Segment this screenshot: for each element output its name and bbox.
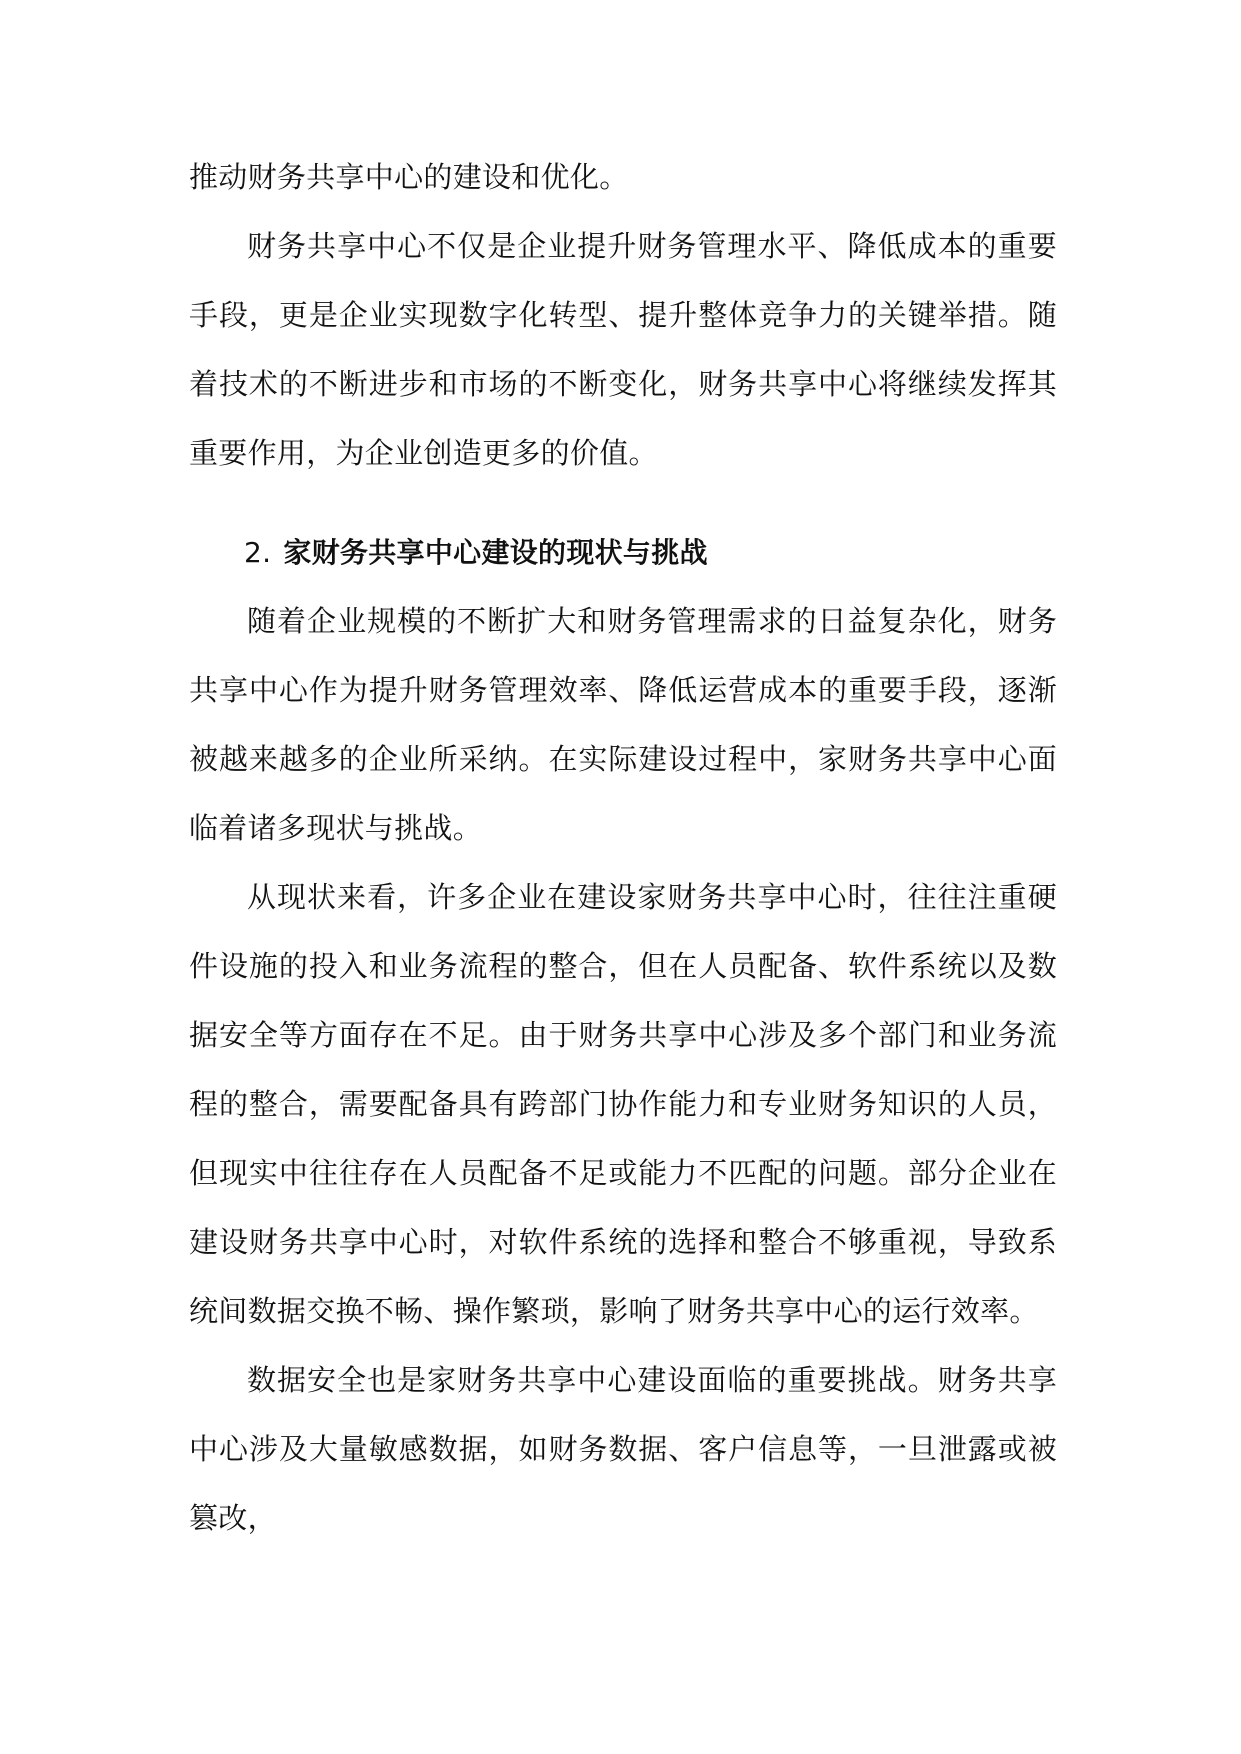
section-number: 2. [244, 536, 272, 569]
paragraph-summary: 财务共享中心不仅是企业提升财务管理水平、降低成本的重要手段，更是企业实现数字化转型、提升整体竞争力的关键举措。随着技术的不断进步和市场的不断变化，财务共享中心将继续发挥其重要作用，为企业创造更多的价值。 [189, 229, 1057, 470]
section-heading [189, 518, 1057, 587]
document-body [189, 143, 1057, 1553]
paragraph-status-detail: 从现状来看，许多企业在建设家财务共享中心时，往往注重硬件设施的投入和业务流程的整合，但在人员配备、软件系统以及数据安全等方面存在不足。由于财务共享中心涉及多个部门和业务流程的整合，需要配备具有跨部门协作能力和专业财务知识的人员，但现实中往往存在人员配备不足或能力不匹配的问题。部分企业在建设财务共享中心时，对软件系统的选择和整合不够重视，导致系统间数据交换不畅、操作繁琐，影响了财务共享中心的运行效率。 [189, 880, 1057, 1328]
paragraph-continuation: 推动财务共享中心的建设和优化。 [189, 160, 629, 194]
section-title: 家财务共享中心建设的现状与挑战 [283, 536, 708, 569]
paragraph-data-security: 数据安全也是家财务共享中心建设面临的重要挑战。财务共享中心涉及大量敏感数据，如财务数据、客户信息等，一旦泄露或被篡改， [189, 1363, 1057, 1535]
paragraph-status-intro: 随着企业规模的不断扩大和财务管理需求的日益复杂化，财务共享中心作为提升财务管理效率、降低运营成本的重要手段，逐渐被越来越多的企业所采纳。在实际建设过程中，家财务共享中心面临着诸多现状与挑战。 [189, 604, 1057, 845]
